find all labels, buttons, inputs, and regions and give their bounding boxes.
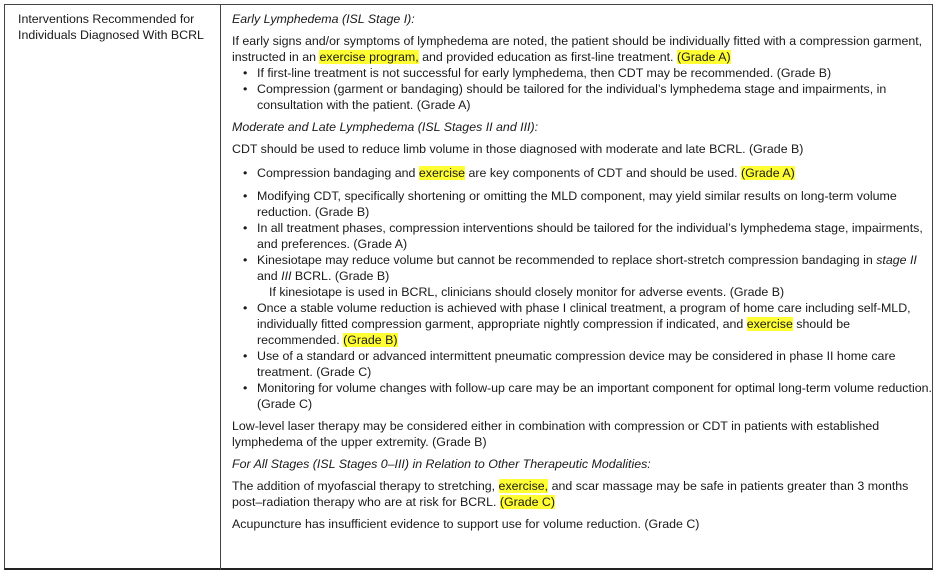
moderate-bullet-list — [232, 165, 932, 284]
row-label-cell — [18, 11, 213, 43]
early-heading: Early Lymphedema (ISL Stage I): — [232, 12, 415, 26]
highlight-grade: (Grade B) — [343, 333, 398, 347]
bullet-icon: • — [243, 189, 248, 203]
list-item — [232, 380, 932, 412]
moderate-bullet-list-cont — [232, 300, 932, 412]
list-item-text: Compression bandaging and — [257, 166, 419, 180]
bullet-icon: • — [243, 381, 248, 395]
myofascial-text-b: and scar massage may be safe in patients greater than 3 months post–radiation therapy who are at risk for BCRL. — [232, 479, 909, 509]
highlight-exercise: exercise — [746, 317, 793, 331]
bullet-icon: • — [243, 66, 248, 80]
column-divider — [220, 4, 221, 570]
bullet-icon: • — [243, 166, 248, 180]
list-item — [232, 165, 932, 181]
list-item-text: should be recommended. — [257, 317, 851, 347]
highlight-exercise: exercise — [418, 166, 466, 180]
list-item — [232, 65, 932, 81]
kinesiotape-note: If kinesiotape is used in BCRL, clinicians should closely monitor for adverse events. (Grade B) — [269, 285, 785, 299]
bullet-icon: • — [243, 221, 248, 235]
stage-iii-italic: III — [281, 269, 292, 283]
laser-therapy-text: Low-level laser therapy may be considered either in combination with compression or CDT in patients with established lymphedema of the upper extremity. (Grade B) — [232, 419, 880, 449]
early-bullet-list — [232, 65, 932, 113]
list-item-text: Monitoring for volume changes with follow-up care may be an important component for optimal long-term volume reduction. (Grade C) — [257, 381, 932, 411]
list-item-text: are key components of CDT and should be used. — [465, 166, 742, 180]
list-item-text: and — [257, 269, 282, 283]
recommendations-cell — [232, 11, 932, 532]
highlight-exercise: exercise, — [498, 479, 549, 493]
list-item-text: Modifying CDT, specifically shortening or omitting the MLD component, may yield similar results on long-term volume reduction. (Grade B) — [257, 189, 897, 219]
list-item-text: Kinesiotape may reduce volume but cannot be recommended to replace short-stretch compression bandaging in — [257, 253, 877, 267]
myofascial-text — [232, 478, 932, 510]
bullet-icon: • — [243, 253, 248, 267]
list-item-text: Compression (garment or bandaging) should be tailored for the individual’s lymphedema stage and impairments, in consultation with the patient. (Grade A) — [257, 82, 887, 112]
all-stages-heading: For All Stages (ISL Stages 0–III) in Relation to Other Therapeutic Modalities: — [232, 457, 651, 471]
bullet-icon: • — [243, 82, 248, 96]
highlight-grade: (Grade A) — [676, 50, 731, 64]
list-item — [232, 81, 932, 113]
moderate-intro: CDT should be used to reduce limb volume in those diagnosed with moderate and late BCRL. (Grade B) — [232, 142, 804, 156]
list-item — [232, 220, 932, 252]
moderate-heading: Moderate and Late Lymphedema (ISL Stages II and III): — [232, 120, 539, 134]
row-label: Interventions Recommended for Individuals Diagnosed With BCRL — [18, 12, 204, 42]
list-item — [232, 348, 932, 380]
early-intro-text-b: and provided education as first-line treatment. — [418, 50, 677, 64]
list-item — [232, 252, 932, 284]
bullet-icon: • — [243, 301, 248, 315]
list-item-text: Once a stable volume reduction is achieved with phase I clinical treatment, a program of home care including self-MLD, individually fitted compression garment, appropriate nightly compression if indicated, and — [257, 301, 911, 331]
highlight-grade: (Grade A) — [741, 166, 795, 180]
highlight-exercise: exercise program, — [319, 50, 419, 64]
early-intro-text-a: If early signs and/or symptoms of lymphedema are noted, the patient should be individually fitted with a compression garment, instructed in an — [232, 34, 923, 64]
highlight-grade: (Grade C) — [499, 495, 555, 509]
stage-ii-italic: stage II — [876, 253, 917, 267]
myofascial-text-a: The addition of myofascial therapy to stretching, — [232, 479, 499, 493]
list-item — [232, 188, 932, 220]
list-item-text: If first-line treatment is not successful for early lymphedema, then CDT may be recommended. (Grade B) — [257, 66, 832, 80]
list-item-text: BCRL. (Grade B) — [291, 269, 390, 283]
list-item-text: Use of a standard or advanced intermittent pneumatic compression device may be considered in phase II home care treatment. (Grade C) — [257, 349, 896, 379]
early-intro — [232, 33, 932, 65]
list-item-text: In all treatment phases, compression interventions should be tailored for the individual’s lymphedema stage, impairments, and preferences. (Grade A) — [257, 221, 923, 251]
acupuncture-text: Acupuncture has insufficient evidence to support use for volume reduction. (Grade C) — [232, 517, 700, 531]
bullet-icon: • — [243, 349, 248, 363]
list-item — [232, 300, 932, 348]
